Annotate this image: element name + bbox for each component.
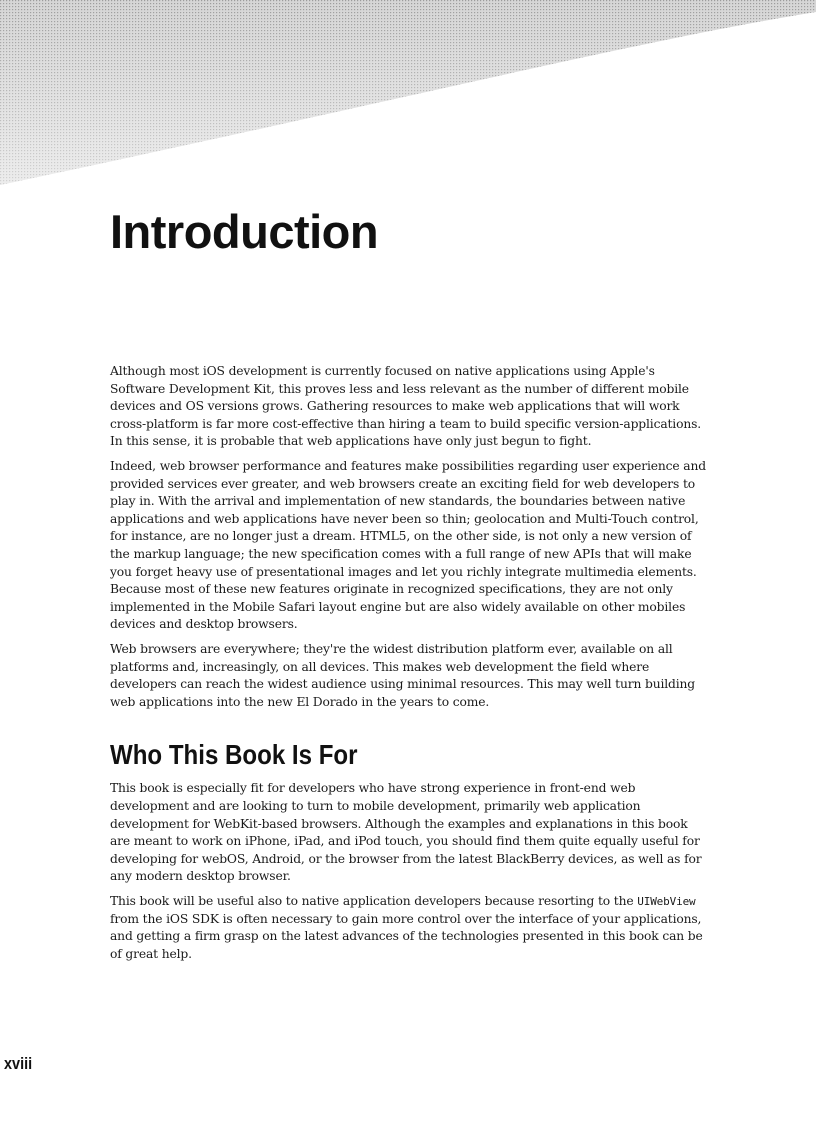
- uiwebview-code: UIWebView: [637, 895, 696, 909]
- section-paragraph-1: This book is especially fit for developers who have strong experience in front-end web development and are looking to turn to mobile development, primarily web application development for WebKit-based browsers. Although the examples and explanations in this book are meant to work on iPhone, iPad, and iPod touch, you should find them quite equally useful for developing for webOS, Android, or the browser from the latest BlackBerry devices, as well as for any modern desktop browser.: [110, 781, 702, 884]
- main-content: [110, 363, 710, 970]
- intro-paragraph-1: Although most iOS development is currently focused on native applications using Apple's Software Development Kit, this proves less and less relevant as the number of different mobile devices and OS versions grows. Gathering resources to make web applications that will work cross-platform is far more cost-effective than hiring a team to build specific version-applications. In this sense, it is probable that web applications have only just begun to fight.: [110, 364, 702, 449]
- section-paragraph-2: [110, 893, 710, 963]
- intro-paragraph-3: Web browsers are everywhere; they're the widest distribution platform ever, available on all platforms and, increasingly, on all devices. This makes web development the field where developers can reach the widest audience using minimal resources. This may well turn building web applications into the new El Dorado in the years to come.: [110, 641, 696, 709]
- page-number: xviii: [4, 1054, 33, 1073]
- intro-paragraph-2: Indeed, web browser performance and features make possibilities regarding user experience and provided services ever greater, and web browsers create an exciting field for web developers to play in. With the arrival and implementation of new standards, the boundaries between native applications and web applications have never been so thin; geolocation and Multi-Touch control, for instance, are no longer just a dream. HTML5, on the other side, is not only a new version of the markup language; the new specification comes with a full range of new APIs that will make you forget heavy use of presentational images and let you richly integrate multimedia elements. Because most of these new features originate in recognized specifications, they are not only implemented in the Mobile Safari layout engine but are also widely available on other mobiles devices and desktop browsers.: [110, 458, 706, 632]
- section-heading: Who This Book Is For: [110, 739, 358, 771]
- header-banner: [0, 0, 816, 190]
- section-paragraph-2-text-b: from the iOS SDK is often necessary to gain more control over the interface of your applications, and getting a firm grasp on the latest advances of the technologies presented in this book can be of great help.: [110, 911, 703, 961]
- section-paragraph-2-text-a: This book will be useful also to native application developers because resorting to the: [110, 894, 638, 909]
- chapter-title: Introduction: [110, 205, 379, 258]
